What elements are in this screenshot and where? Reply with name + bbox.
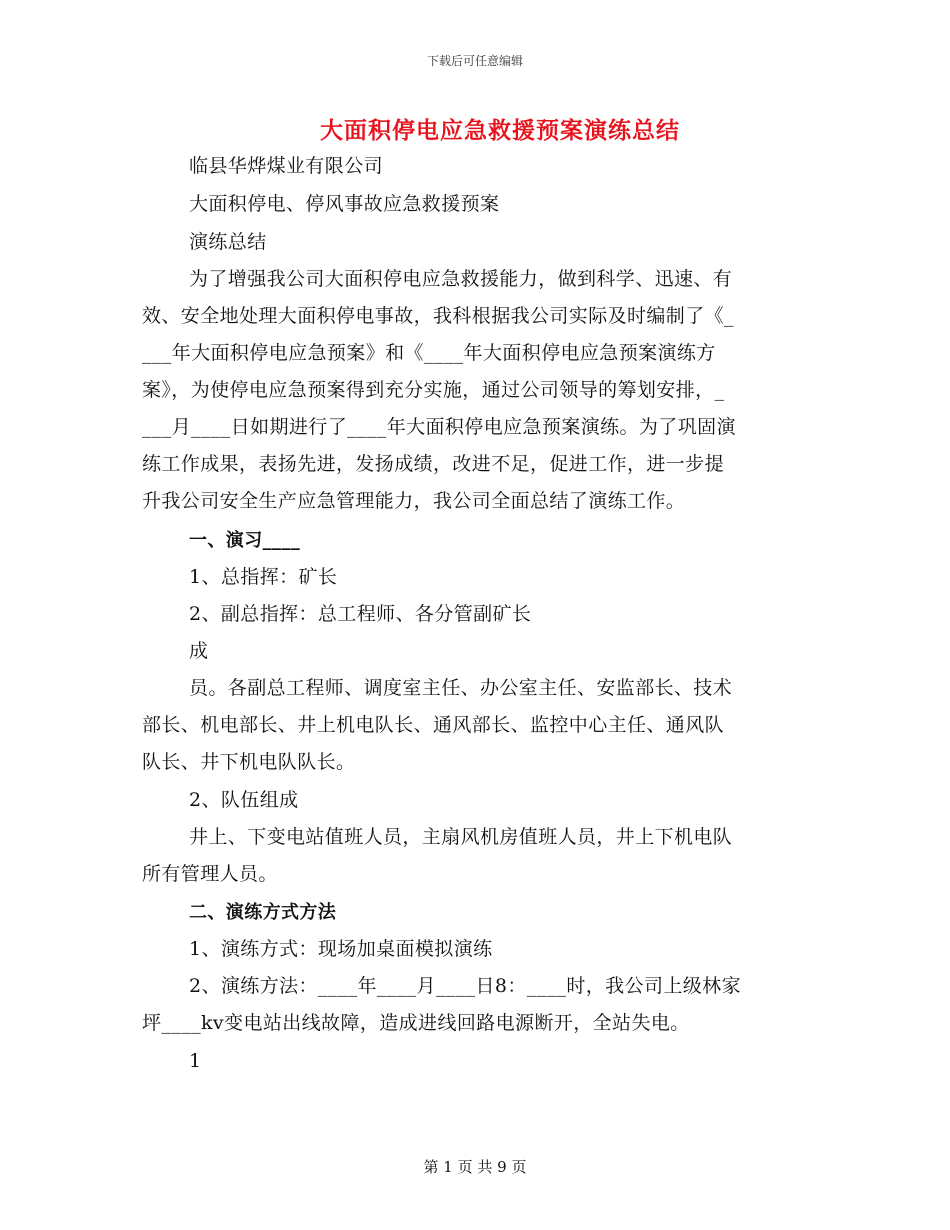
- paragraph-line: ___年大面积停电应急预案》和《____年大面积停电应急预案演练方: [142, 342, 716, 364]
- paragraph-line: 所有管理人员。: [142, 863, 278, 885]
- paragraph-line: 井上、下变电站值班人员，主扇风机房值班人员，井上下机电队: [189, 826, 733, 848]
- page-footer: 第 1 页 共 9 页: [423, 1158, 527, 1176]
- paragraph-line: 部长、机电部长、井上机电队长、通风部长、监控中心主任、通风队: [142, 714, 725, 736]
- paragraph-line: 练工作成果，表扬先进，发扬成绩，改进不足，促进工作，进一步提: [142, 453, 725, 475]
- paragraph-line: 队长、井下机电队队长。: [142, 751, 356, 773]
- subtitle: 演练总结: [189, 231, 267, 253]
- list-item: 1、演练方式：现场加桌面模拟演练: [189, 938, 493, 960]
- section-heading: 一、演习____: [189, 530, 301, 551]
- company-name: 临县华烨煤业有限公司: [189, 155, 384, 177]
- paragraph-line: 升我公司安全生产应急管理能力，我公司全面总结了演练工作。: [142, 490, 686, 512]
- paragraph-line: 案》，为使停电应急预案得到充分实施，通过公司领导的筹划安排，_: [142, 379, 725, 401]
- plan-name: 大面积停电、停风事故应急救援预案: [189, 193, 500, 215]
- paragraph-line: ___月____日如期进行了____年大面积停电应急预案演练。为了巩固演: [142, 416, 736, 438]
- list-item: 2、演练方法：____年____月____日8：____时，我公司上级林家: [189, 975, 741, 997]
- page-number-inline: 1: [189, 1050, 202, 1072]
- paragraph-line: 成: [189, 640, 209, 662]
- paragraph-line: 为了增强我公司大面积停电应急救援能力，做到科学、迅速、有: [189, 268, 733, 290]
- document-title: 大面积停电应急救援预案演练总结: [320, 118, 680, 144]
- paragraph-line: 效、安全地处理大面积停电事故，我科根据我公司实际及时编制了《_: [142, 305, 734, 327]
- list-item: 1、总指挥：矿长: [189, 566, 338, 588]
- paragraph-line: 员。各副总工程师、调度室主任、办公室主任、安监部长、技术: [189, 677, 733, 699]
- section-heading: 二、演练方式方法: [189, 902, 337, 923]
- list-item: 2、副总指挥：总工程师、各分管副矿长: [189, 603, 532, 625]
- list-item: 2、队伍组成: [189, 789, 299, 811]
- paragraph-line: 坪____kv变电站出线故障，造成进线回路电源断开，全站失电。: [142, 1012, 690, 1034]
- header-note: 下载后可任意编辑: [426, 54, 523, 68]
